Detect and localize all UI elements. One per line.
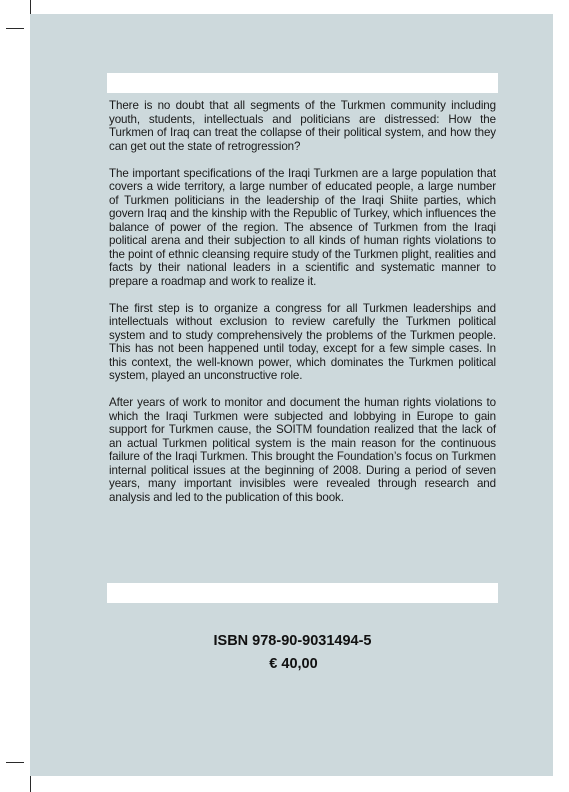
isbn-number: ISBN 978-90-9031494-5 — [213, 633, 372, 649]
blurb-paragraph-3: The first step is to organize a congress for all Turkmen leaderships and intellectuals without exclusion to review carefully the Turkmen political system and to study comprehensively the problems of the Turkmen people. This has not been happened until today, except for a few simple cases. In this context, the well-known power, which dominates the Turkmen political system, played an unconstructive role. — [109, 301, 496, 382]
blurb-paragraph-2: The important specifications of the Iraqi Turkmen are a large population that covers a wide territory, a large number of educated people, a large number of Turkmen politicians in the leadership of the Iraqi Shiite parties, which govern Iraq and the kinship with the Republic of Turkey, which influences the balance of power of the region. The absence of Turkmen from the Iraqi political arena and their subjection to all kinds of human rights violations to the point of ethnic cleansing require study of the Turkmen plight, realities and facts by their national leaders in a scientific and systematic manner to prepare a roadmap and work to realize it. — [109, 166, 496, 288]
blurb-paragraph-1: There is no doubt that all segments of the Turkmen community including youth, students, intellectuals and politicians are distressed: How the Turkmen of Iraq can treat the collapse of their political system, and how they can get out the state of retrogression? — [109, 99, 496, 153]
crop-mark-top-left-horizontal — [6, 28, 24, 29]
bottom-white-band — [107, 583, 498, 603]
crop-mark-bottom-left-horizontal — [6, 762, 24, 763]
blurb-text — [109, 99, 496, 518]
book-price: € 40,00 — [269, 656, 318, 672]
blurb-paragraph-4: After years of work to monitor and document the human rights violations to which the Iraqi Turkmen were subjected and lobbying in Europe to gain support for Turkmen cause, the SOITM foundation realized that the lack of an actual Turkmen political system is the main reason for the continuous failure of the Iraqi Turkmen. This brought the Foundation’s focus on Turkmen internal political issues at the beginning of 2008. During a period of seven years, many important invisibles were revealed through research and analysis and led to the publication of this book. — [109, 396, 496, 504]
top-white-band — [107, 73, 498, 93]
